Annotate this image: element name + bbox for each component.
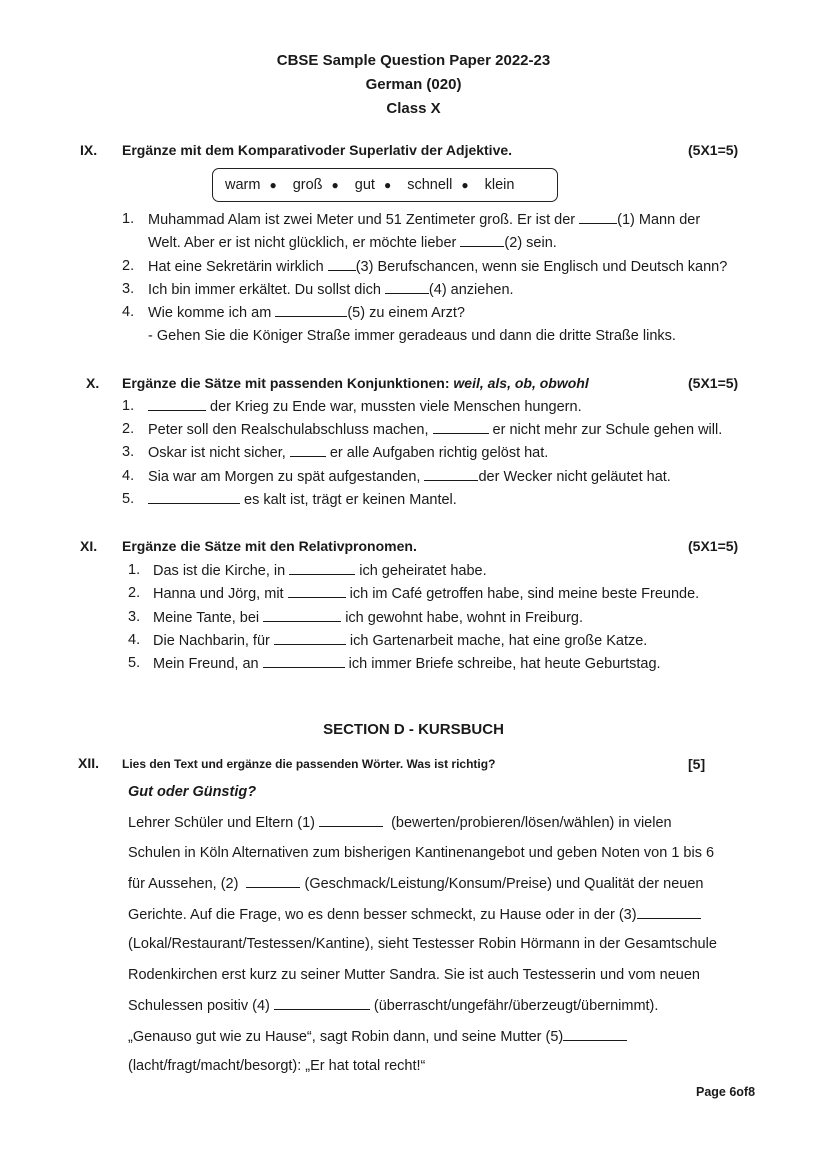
q9-item-1: 1.: [122, 211, 135, 227]
q11-item-4-text: Die Nachbarin, für ich Gartenarbeit mache, hat eine große Katze.: [153, 633, 648, 649]
q10-item-1-num: 1.: [122, 398, 135, 414]
q9-item-2-text: Hat eine Sekretärin wirklich (3) Berufschancen, wenn sie Englisch und Deutsch kann?: [148, 259, 728, 275]
bullet-icon: ●: [461, 178, 469, 192]
q10-item-3-num: 3.: [122, 444, 135, 460]
q11-title: Ergänze die Sätze mit den Relativpronomen.: [122, 538, 417, 554]
q11-item-2-num: 2.: [128, 585, 141, 601]
bullet-icon: ●: [269, 178, 277, 192]
q12-title: Lies den Text und ergänze die passenden Wörter. Was ist richtig?: [122, 757, 496, 771]
q9-item-1-text-cont: Welt. Aber er ist nicht glücklich, er möchte lieber (2) sein.: [148, 235, 557, 251]
q10-number: X.: [86, 375, 100, 391]
q11-item-3-num: 3.: [128, 609, 141, 625]
q9-item-4-num: 4.: [122, 304, 135, 320]
page-number: Page 6of8: [696, 1085, 756, 1099]
paper-class: Class X: [386, 100, 441, 117]
q12-line-1: Lehrer Schüler und Eltern (1) (bewerten/probieren/lösen/wählen) in vielen: [128, 815, 672, 831]
q9-item-3-num: 3.: [122, 281, 135, 297]
q9-marks: (5X1=5): [688, 142, 739, 158]
q9-item-1-text: Muhammad Alam ist zwei Meter und 51 Zentimeter groß. Er ist der (1) Mann der: [148, 212, 701, 228]
q11-item-3-text: Meine Tante, bei ich gewohnt habe, wohnt in Freiburg.: [153, 610, 583, 626]
q10-item-2-text: Peter soll den Realschulabschluss machen, er nicht mehr zur Schule gehen will.: [148, 422, 723, 438]
q11-item-5-text: Mein Freund, an ich immer Briefe schreibe, hat heute Geburtstag.: [153, 656, 661, 672]
q11-item-2-text: Hanna und Jörg, mit ich im Café getroffen habe, sind meine beste Freunde.: [153, 586, 700, 602]
q10-title-emphasis: weil, als, ob, obwohl: [453, 375, 589, 391]
word-box: [212, 168, 558, 202]
q10-item-5-num: 5.: [122, 491, 135, 507]
q9-item-4-text: Wie komme ich am (5) zu einem Arzt?: [148, 305, 465, 321]
q12-line-8: „Genauso gut wie zu Hause“, sagt Robin dann, und seine Mutter (5): [128, 1028, 627, 1045]
q12-line-6: Rodenkirchen erst kurz zu seiner Mutter Sandra. Sie ist auch Testesserin und vom neuen: [128, 967, 700, 983]
q12-line-7: Schulessen positiv (4) (überrascht/ungefähr/überzeugt/übernimmt).: [128, 998, 659, 1014]
q11-number: XI.: [80, 538, 98, 554]
word-2: groß: [292, 177, 323, 193]
q9-title: Ergänze mit dem Komparativoder Superlativ der Adjektive.: [122, 142, 513, 158]
q9-item-2-num: 2.: [122, 258, 135, 274]
q10-item-5-text: es kalt ist, trägt er keinen Mantel.: [148, 491, 457, 508]
q12-line-3: für Aussehen, (2) (Geschmack/Leistung/Konsum/Preise) und Qualität der neuen: [128, 876, 704, 892]
q12-marks: [5]: [688, 756, 706, 772]
q11-item-4-num: 4.: [128, 632, 141, 648]
q12-line-5: (Lokal/Restaurant/Testessen/Kantine), sieht Testesser Robin Hörmann in der Gesamtschule: [128, 936, 717, 952]
q12-line-9: (lacht/fragt/macht/besorgt): „Er hat total recht!“: [128, 1058, 426, 1074]
q9-item-4-answer: - Gehen Sie die Königer Straße immer geradeaus und dann die dritte Straße links.: [148, 328, 676, 344]
q11-item-5-num: 5.: [128, 655, 141, 671]
q9-item-3-text: Ich bin immer erkältet. Du sollst dich (4) anziehen.: [148, 282, 514, 298]
word-3: gut: [354, 177, 375, 193]
section-d-title: SECTION D - KURSBUCH: [323, 721, 504, 738]
word-4: schnell: [407, 177, 453, 193]
q12-line-4: Gerichte. Auf die Frage, wo es denn besser schmeckt, zu Hause oder in der (3): [128, 906, 701, 923]
bullet-icon: ●: [331, 178, 339, 192]
q11-item-1-num: 1.: [128, 562, 141, 578]
q11-marks: (5X1=5): [688, 538, 739, 554]
paper-subject: German (020): [365, 76, 462, 93]
q12-subtitle: Gut oder Günstig?: [128, 784, 257, 800]
q10-item-4-num: 4.: [122, 468, 135, 484]
bullet-icon: ●: [383, 178, 392, 192]
q10-marks: (5X1=5): [688, 375, 739, 391]
q12-line-2: Schulen in Köln Alternativen zum bisherigen Kantinenangebot und geben Noten von 1 bis 6: [128, 845, 715, 861]
q10-item-1-text: der Krieg zu Ende war, mussten viele Menschen hungern.: [148, 398, 582, 415]
paper-title: CBSE Sample Question Paper 2022-23: [276, 52, 551, 69]
word-1: warm: [225, 177, 261, 193]
q10-item-4-text: Sia war am Morgen zu spät aufgestanden, der Wecker nicht geläutet hat.: [148, 469, 671, 485]
q12-number: XII.: [78, 755, 100, 771]
word-5: klein: [484, 177, 515, 193]
q10-title: Ergänze die Sätze mit passenden Konjunktionen: weil, als, ob, obwohl: [122, 375, 589, 391]
q10-item-3-text: Oskar ist nicht sicher, er alle Aufgaben richtig gelöst hat.: [148, 445, 549, 461]
q9-number: IX.: [80, 142, 98, 158]
q11-item-1-text: Das ist die Kirche, in ich geheiratet habe.: [153, 563, 487, 579]
q10-item-2-num: 2.: [122, 421, 135, 437]
